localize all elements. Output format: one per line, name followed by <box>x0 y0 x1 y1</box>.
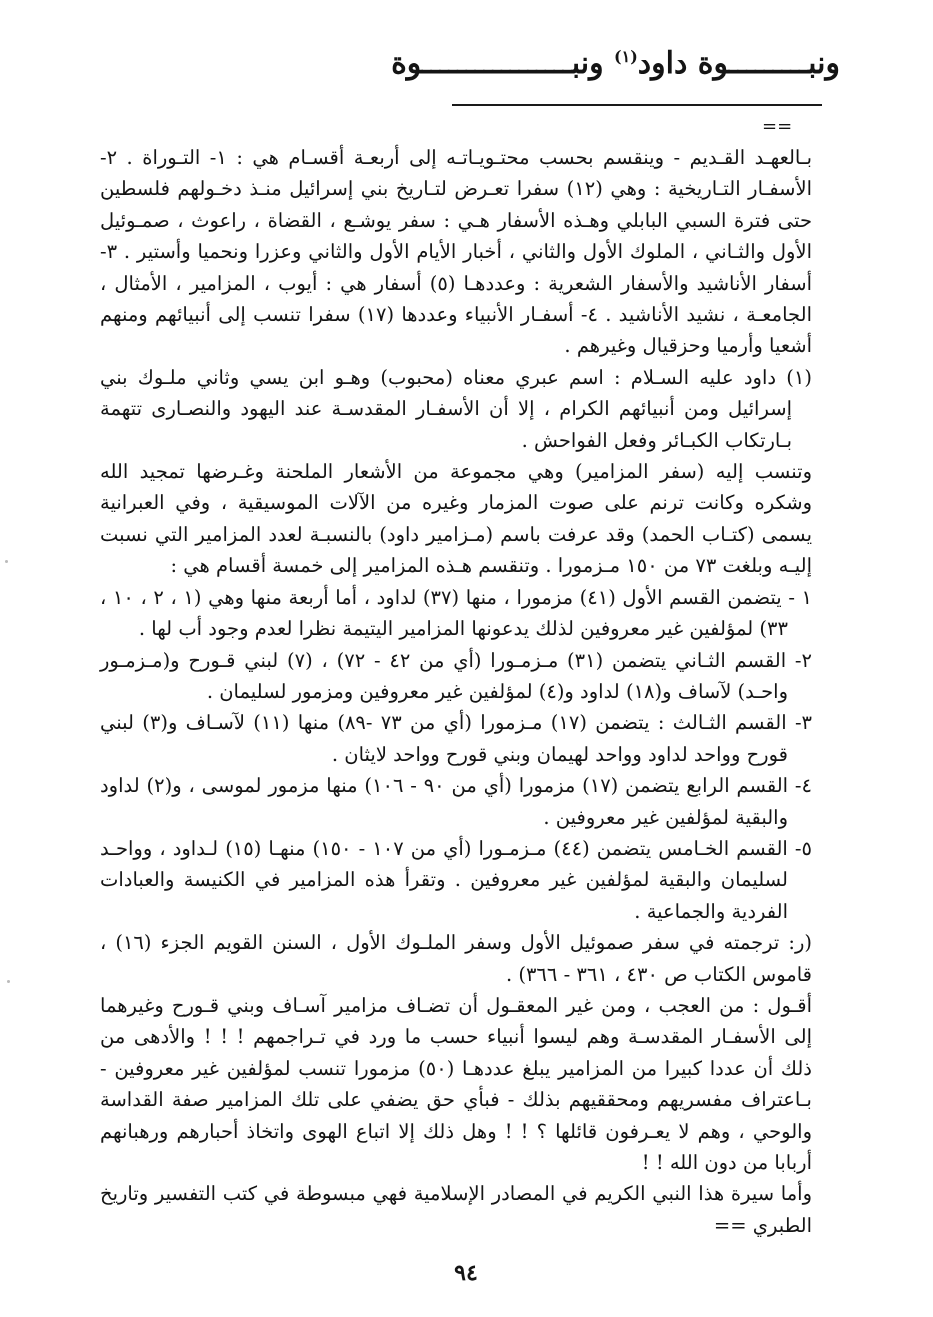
page-number: ٩٤ <box>454 1260 478 1286</box>
continuation-marker: == <box>762 116 793 137</box>
header-footnote-marker: (١) <box>614 47 638 66</box>
header-title-part2: ونبـــــــــــــــــوة <box>391 46 615 81</box>
footnote-paragraph-psalms: وتنسب إليه (سفر المزامير) وهي مجموعة من الأشعار الملحنة وغـرضها تمجيد الله وشكره وكانت ترنم على صوت المزمار وغيره من الآلات الموسيقية ، وفي العبرانية يسمى (كتـاب الحمد) وقد عرفت باسم (مـزامير داود) بالنسبـة لعدد المزامير التي نسبت إليـه وبلغت ٧٣ من ١٥٠ مـزمورا . وتنقسم هـذه المزامير إلى خمسة أقسام هي : <box>100 460 812 578</box>
psalms-section-4: ٤- القسم الرابع يتضمن (١٧) مزمورا (أي من ٩٠ - ١٠٦) منها مزمور لموسى ، و(٢) لداود والبقية لمؤلفين غير معروفين . <box>100 774 812 829</box>
psalms-section-3: ٣- القسم الثـالث : يتضمن (١٧) مـزمورا (أي من ٧٣ -٨٩) منها (١١) لآسـاف و(٣) لبني قورح وواحد لداود وواحد لهيمان وبني قورح وواحد لايثان . <box>100 711 813 766</box>
footnote-reference: (ر: ترجمته في سفر صموئيل الأول وسفر الملـوك الأول ، السنن القويم الجزء (١٦) ، قاموس الكتاب ص ٤٣٠ ، ٣٦١ - ٣٦٦) . <box>100 931 812 986</box>
scan-speck <box>5 560 8 563</box>
psalms-section-2: ٢- القسم الثـاني يتضمن (٣١) مـزمـورا (أي من ٤٢ - ٧٢) ، (٧) لبني قـورح و(مـزمـور واحـد) لآساف و(١٨) لداود و(٤) لمؤلفين غير معروفين ومزمور لسليمان . <box>100 648 812 703</box>
footnote-paragraph-continuation: بـالعهـد القـديم - وينقسم بحسب محتـويـاتـه إلى أربعـة أقسـام هي : ١- التـوراة . ٢- الأسفـار التـاريخية : وهي (١٢) سفرا تعـرض لتـاريخ بني إسرائيل منـذ دخـولهم فلسطين حتى فترة السبي البابلي وهـذه الأسفار هـي : سفر يوشـع ، القضاة ، راعوث ، صمـوئيل الأول والثـاني ، الملوك الأول والثاني ، أخبار الأيام الأول والثاني وعزرا ونحميا وأستير . ٣- أسفار الأناشيد والأسفار الشعرية : وعددهـا (٥) أسفار هي : أيوب ، المزامير ، الأمثال ، الجامعـة ، نشيد الأناشيد . ٤- أسفـار الأنبياء وعددها (١٧) سفرا تنسب إلى أنبيائهم ومنهم أشعيا وأرميا وحزقيال وغيرهم . <box>100 146 813 358</box>
footnote-paragraph-david: (١) داود عليه السـلام : اسم عبري معناه (محبوب) وهـو ابن يسي وثاني ملـوك بني إسرائيل ومن أنبيائهم الكرام ، إلا أن الأسفـار المقدسـة عند اليهود والنصـارى تتهمة بـارتكاب الكبـائر وفعل الفواحش . <box>100 365 812 452</box>
running-header <box>80 34 840 87</box>
scan-speck <box>7 980 10 983</box>
psalms-section-5: ٥- القسم الخـامس يتضمن (٤٤) مـزمـورا (أي من ١٠٧ - ١٥٠) منهـا (١٥) لـداود ، وواحـد لسليمان والبقية لمؤلفين غير معروفين . وتقرأ هذه المزامير في الكنيسة والعبادات الفردية والجماعية . <box>100 836 812 923</box>
commentary-paragraph: أقـول : من العجب ، ومن غير المعقـول أن تضـاف مزامير آسـاف وبني قـورح وغيرهما إلى الأسفـار المقدسـة وهم ليسوا أنبياء حسب ما ورد في تـراجمهم ! ! ! والأدهى من ذلك أن عددا كبيرا من المزامير يبلغ عددهـا (٥٠) مزمورا تنسب لمؤلفين غير معروفين - بـاعتراف مفسريهم ومحققيهم بذلك - فبأي حق يضفي على تلك المزامير صفة القداسة والوحي ، وهم لا يعـرفون قائلها ؟ ! ! وهل ذلك إلا اتباع الهوى واتخاذ أحبارهم ورهبانهم أربابا من دون الله ! ! <box>100 993 812 1174</box>
footnote-body <box>100 142 812 1241</box>
psalms-section-1: ١ - يتضمن القسم الأول (٤١) مزمورا ، منها (٣٧) لداود ، أما أربعة منها وهي (١ ، ٢ ، ١٠ ، ٣٣) لمؤلفين غير معروفين لذلك يدعونها المزامير اليتيمة نظرا لعدم وجود أب لها . <box>100 585 813 641</box>
closing-paragraph: وأما سيرة هذا النبي الكريم في المصادر الإسلامية فهي مبسوطة في كتب التفسير وتاريخ الطبري == <box>100 1182 812 1237</box>
footnote-separator-rule <box>452 104 822 106</box>
header-title-part1: ونبـــــــــوة داود <box>637 46 840 81</box>
